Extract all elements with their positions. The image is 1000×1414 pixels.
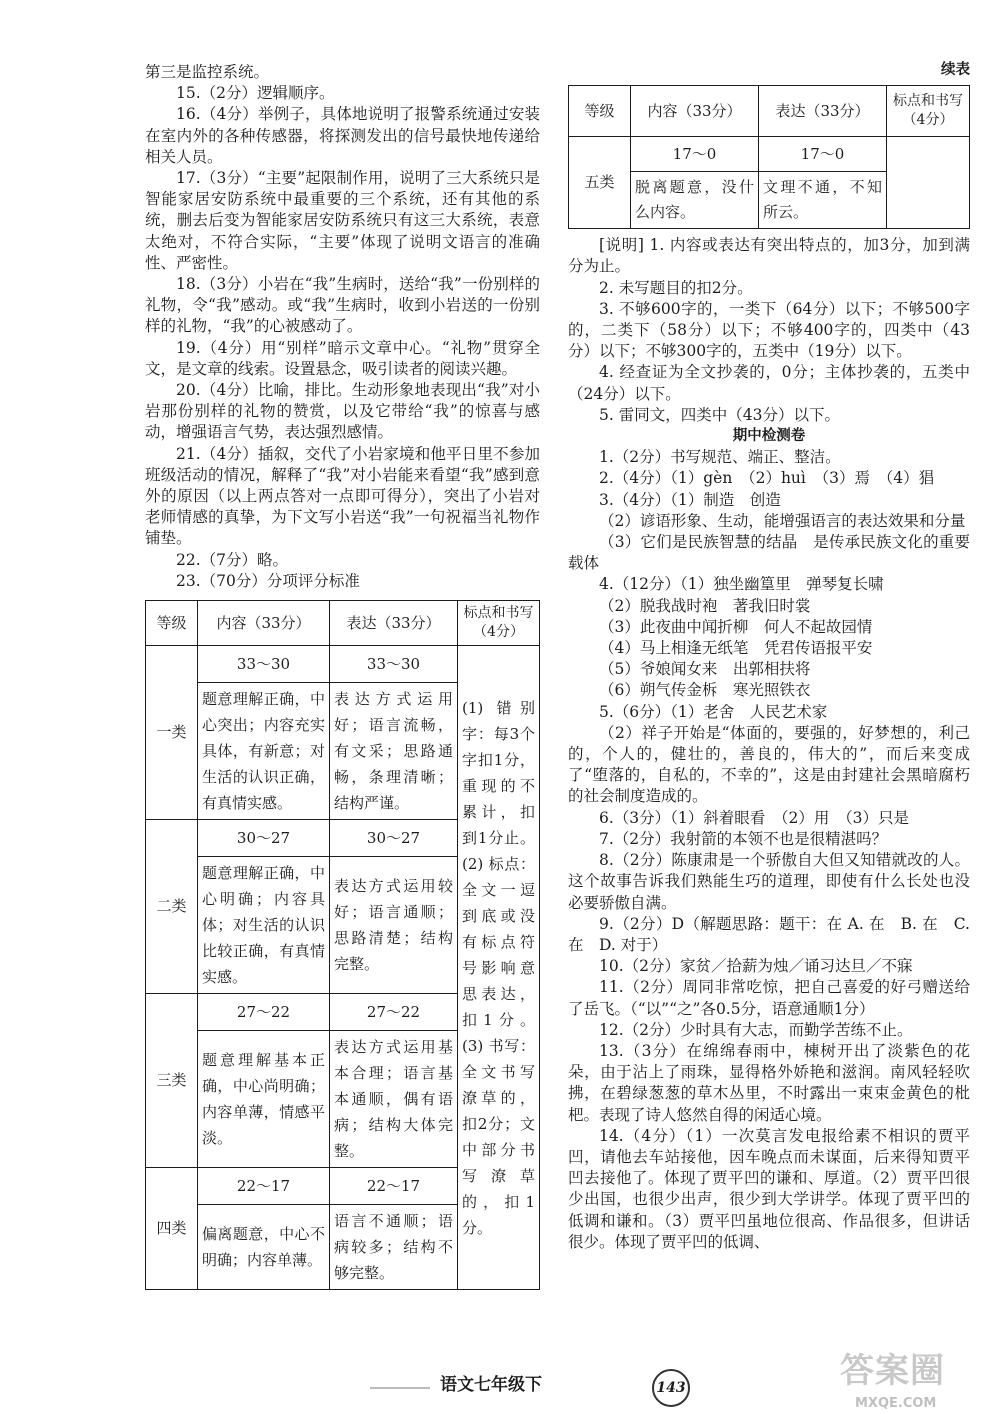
expr-range: 17～0: [759, 137, 887, 172]
expr-range: 33～30: [330, 646, 458, 683]
midterm-answers: [568, 447, 970, 1253]
table-row: [146, 646, 540, 683]
section-title: 期中检测卷: [732, 428, 806, 445]
expr-cell: 表达方式运用基本合理；语言基本通顺，偶有语病；结构大体完整。: [330, 1031, 458, 1168]
answer-item: 7.（2分）我射箭的本领不也是很精湛吗？: [599, 829, 888, 848]
footer-title: 语文七年级下: [440, 1375, 542, 1395]
header-punct: 标点和书写（4分）: [458, 601, 540, 646]
content-cell: 题意理解正确，中心突出；内容充实具体，有新意；对生活的认识正确，有真情实感。: [198, 683, 330, 820]
header-grade: 等级: [569, 86, 631, 137]
answer-item: 1.（2分）书写规范、端正、整洁。: [599, 448, 841, 467]
answer-22: 22.（7分）略。: [176, 550, 289, 569]
header-grade: 等级: [146, 601, 198, 646]
expr-range: 27～22: [330, 994, 458, 1031]
answer-item: 13.（3分）在绵绵春雨中，棟树开出了淡紫色的花朵，由于沾上了雨珠，显得格外娇艳和滋润。南风轻轻吹拂，在碧绿葱葱的草木丛里，不时露出一束束金黄色的枇杷。表现了诗人悠然自得的闲适心境。: [568, 1041, 970, 1124]
table-row: [569, 137, 970, 172]
answer-item: 4.（12分）（1）独坐幽篁里 弹琴复长啸: [599, 575, 884, 594]
answer-item: （6）朔气传金柝 寒光照铁衣: [599, 681, 811, 700]
answer-item: （5）爷娘闻女来 出郭相扶将: [599, 660, 811, 679]
answer-item: （4）马上相逢无纸笔 凭君传语报平安: [599, 639, 873, 658]
content-range: 30～27: [198, 820, 330, 857]
answer-item: 6.（3分）（1）斜着眼看 （2）用 （3）只是: [599, 808, 909, 827]
header-content: 内容（33分）: [198, 601, 330, 646]
note-4: 4. 经查证为全文抄袭的，0分；主体抄袭的，五类中（24分）以下。: [568, 363, 970, 403]
page-footer: [0, 1351, 1000, 1411]
answer-23: 23.（70分）分项评分标准: [176, 571, 360, 590]
expr-cell: 表达方式运用好；语言流畅，有文采；思路通畅，条理清晰；结构严谨。: [330, 683, 458, 820]
content-range: 22～17: [198, 1168, 330, 1205]
content-range: 27～22: [198, 994, 330, 1031]
expr-range: 22～17: [330, 1168, 458, 1205]
note-1: [说明] 1. 内容或表达有突出特点的，加3分，加到满分为止。: [568, 236, 970, 276]
grade-cell: 二类: [146, 820, 198, 994]
answer-item: （2）谚语形象、生动，能增强语言的表达效果和分量: [599, 511, 966, 530]
expr-range: 30～27: [330, 820, 458, 857]
content-cell: 脱离题意，没什么内容。: [631, 172, 759, 229]
table-header-row: [569, 86, 970, 137]
left-column: [145, 62, 540, 1290]
answer-item: （2）脱我战时袍 著我旧时裳: [599, 596, 811, 615]
answer-item: 5.（6分）（1）老舍 人民艺术家: [599, 702, 828, 721]
answer-15: 15.（2分）逻辑顺序。: [176, 84, 335, 103]
content-cell: 题意理解正确，中心明确；内容具体；对生活的认识比较正确，有真情实感。: [198, 857, 330, 994]
answer-item: 10.（2分）家贫／拾薪为烛／诵习达旦／不寐: [599, 957, 913, 976]
page-number: 143: [652, 1369, 690, 1407]
note-3: 3. 不够600字的，一类下（64分）以下；不够500字的，二类下（58分）以下；不够400字的，四类中（43分）以下；不够300字的，五类中（19分）以下。: [568, 299, 970, 361]
content-range: 33～30: [198, 646, 330, 683]
right-column: [568, 60, 970, 1253]
scoring-table: [145, 600, 540, 1290]
answer-item: 8.（2分）陈康肃是一个骄傲自大但又知错就改的人。这个故事告诉我们熟能生巧的道理，即使有什么长处也没必要骄傲自满。: [568, 851, 970, 912]
note-2: 2. 未写题目的扣2分。: [599, 278, 753, 297]
header-punct: 标点和书写（4分）: [887, 86, 970, 137]
scoring-table-continued: [568, 85, 970, 229]
content-cell: 偏离题意，中心不明确；内容单薄。: [198, 1205, 330, 1290]
content-range: 17～0: [631, 137, 759, 172]
answer-item: 12.（2分）少时具有大志，而勤学苦练不止。: [599, 1020, 913, 1039]
answer-item: 9.（2分）D（解题思路：题干：在 A. 在 B. 在 C. 在 D. 对于）: [568, 914, 970, 954]
answer-21: 21.（4分）插叙，交代了小岩家境和他平日里不参加班级活动的情况，解释了“我”对小岩能来看望“我”感到意外的原因（以上两点答对一点即可得分），突出了小岩对老师情感的真挚，为下文写小岩送“我”一句祝福当礼物作铺垫。: [145, 444, 540, 548]
header-content: 内容（33分）: [631, 86, 759, 137]
watermark-url: MXQE.COM: [855, 1396, 937, 1411]
grade-cell: 三类: [146, 994, 198, 1168]
answer-17: 17.（3分）“主要”起限制作用，说明了三大系统只是智能家居安防系统中最重要的三个系统，还有其他的系统，删去后变为智能家居安防系统只有这三大系统，表意太绝对，不符合实际，“主要”体现了说明文语言的准确性、严密性。: [145, 169, 540, 272]
answer-20: 20.（4分）比喻，排比。生动形象地表现出“我”对小岩那份别样的礼物的赞赏，以及它带给“我”的惊喜与感动，增强语言气势，表达强烈感情。: [145, 381, 540, 442]
answer-item: 3.（4分）（1）制造 创造: [599, 490, 781, 509]
answer-item: （2）祥子开始是“体面的，要强的，好梦想的，利己的，个人的，健壮的，善良的，伟大的”，而后来变成了“堕落的，自私的，不幸的”，这是由封建社会黑暗腐朽的社会制度造成的。: [568, 723, 970, 806]
note-5: 5. 雷同文，四类中（43分）以下。: [599, 405, 840, 424]
answer-item: 11.（2分）周同非常吃惊，把自己喜爱的好弓赠送给了岳飞。（“以”“之”各0.5分，语意通顺1分）: [568, 978, 970, 1018]
footer-decoration: [370, 1387, 430, 1389]
answer-item: 2.（4分）（1）gèn （2）huì （3）焉 （4）猖: [599, 469, 935, 488]
first-line: 第三是监控系统。: [145, 63, 270, 81]
expr-cell: 文理不通，不知所云。: [759, 172, 887, 229]
header-expression: 表达（33分）: [759, 86, 887, 137]
expr-cell: 表达方式运用较好；语言通顺；思路清楚；结构完整。: [330, 857, 458, 994]
answer-19: 19.（4分）用“别样”暗示文章中心。“礼物”贯穿全文，是文章的线索。设置悬念，吸引读者的阅读兴趣。: [145, 338, 540, 378]
content-cell: 题意理解基本正确，中心尚明确；内容单薄，情感平淡。: [198, 1031, 330, 1168]
answer-18: 18.（3分）小岩在“我”生病时，送给“我”一份别样的礼物，令“我”感动。或“我”生病时，收到小岩送的一份别样的礼物，“我”的心被感动了。: [145, 275, 540, 336]
table-header-row: [146, 601, 540, 646]
grade-cell: 五类: [569, 137, 631, 229]
notes: [568, 235, 970, 426]
grade-cell: 一类: [146, 646, 198, 820]
expr-cell: 语言不通顺；语病较多；结构不够完整。: [330, 1205, 458, 1290]
watermark-logo: 答案圈: [840, 1351, 945, 1391]
continued-label: 续表: [941, 62, 970, 78]
answer-item: （3）它们是民族智慧的结晶 是传承民族文化的重要载体: [568, 533, 970, 573]
punct-cell-empty: [887, 137, 970, 229]
grade-cell: 四类: [146, 1168, 198, 1290]
answer-16: 16.（4分）举例子，具体地说明了报警系统通过安装在室内外的各种传感器，将探测发出的信号最快地传递给相关人员。: [145, 105, 540, 166]
answer-item: （3）此夜曲中闻折柳 何人不起故园情: [599, 617, 873, 636]
punct-cell: (1) 错别字：每3个字扣1分，重现的不累计，扣到1分止。(2) 标点：全文一逗到底或没有标点符号影响意思表达，扣1分。(3) 书写：全文书写潦草的，扣2分；文中部分书写潦草的，扣1分。: [458, 646, 540, 1290]
answer-item: 14.（4分）（1）一次莫言发电报给素不相识的贾平凹，请他去车站接他，因车晚点而未谋面，后来得知贾平凹去接他了。体现了贾平凹的谦和、厚道。（2）贾平凹很少出国，也很少出声，很少到大学讲学。体现了贾平凹的低调和谦和。（3）贾平凹虽地位很高、作品很多，但讲话很少。体现了贾平凹的低调、: [568, 1126, 970, 1251]
header-expression: 表达（33分）: [330, 601, 458, 646]
